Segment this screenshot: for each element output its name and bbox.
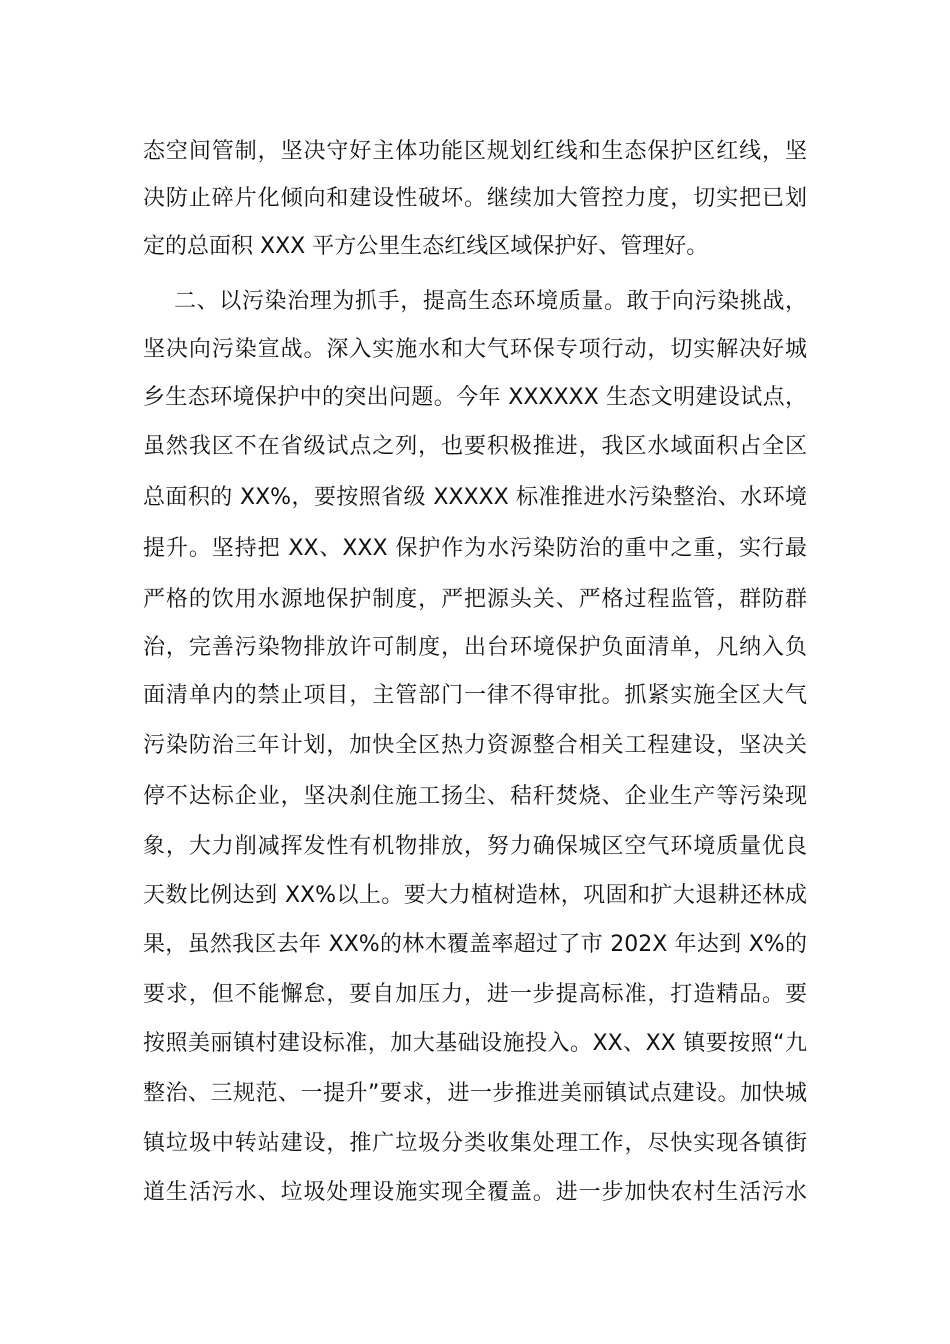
text-line-4: 二、以污染治理为抓手，提高生态环境质量。敢于向污染挑战， [174,289,807,314]
text-line-15: 象，大力削减挥发性有机物排放，努力确保城区空气环境质量优良 [143,834,807,859]
text-line-3: 定的总面积 XXX 平方公里生态红线区域保护好、管理好。 [143,234,709,259]
text-line-22: 道生活污水、垃圾处理设施实现全覆盖。进一步加快农村生活污水 [143,1180,807,1205]
text-line-12: 面清单内的禁止项目，主管部门一律不得审批。抓紧实施全区大气 [143,683,807,708]
text-line-11: 治，完善污染物排放许可制度，出台环境保护负面清单，凡纳入负 [143,635,807,660]
text-line-2: 决防止碎片化倾向和建设性破坏。继续加大管控力度，切实把已划 [143,186,807,211]
text-line-8: 总面积的 XX%，要按照省级 XXXXX 标准推进水污染整治、水环境 [143,485,807,510]
text-line-5: 坚决向污染宣战。深入实施水和大气环保专项行动，切实解决好城 [143,337,807,362]
text-line-1: 态空间管制，坚决守好主体功能区规划红线和生态保护区红线，坚 [143,139,807,164]
text-line-17: 果，虽然我区去年 XX%的林木覆盖率超过了市 202X 年达到 X%的 [143,932,807,957]
text-line-13: 污染防治三年计划，加快全区热力资源整合相关工程建设，坚决关 [143,733,807,758]
text-line-10: 严格的饮用水源地保护制度，严把源头关、严格过程监管，群防群 [143,587,807,612]
text-line-14: 停不达标企业，坚决刹住施工扬尘、秸秆焚烧、企业生产等污染现 [143,784,807,809]
text-line-6: 乡生态环境保护中的突出问题。今年 XXXXXX 生态文明建设试点， [143,385,807,410]
text-line-7: 虽然我区不在省级试点之列，也要积极推进，我区水域面积占全区 [143,434,807,459]
text-line-19: 按照美丽镇村建设标准，加大基础设施投入。XX、XX 镇要按照“九 [143,1031,807,1056]
text-line-16: 天数比例达到 XX%以上。要大力植树造林，巩固和扩大退耕还林成 [143,883,807,908]
text-line-9: 提升。坚持把 XX、XXX 保护作为水污染防治的重中之重，实行最 [143,536,807,561]
text-line-21: 镇垃圾中转站建设，推广垃圾分类收集处理工作，尽快实现各镇街 [143,1131,807,1156]
text-line-18: 要求，但不能懈怠，要自加压力，进一步提高标准，打造精品。要 [143,982,807,1007]
text-line-20: 整治、三规范、一提升”要求，进一步推进美丽镇试点建设。加快城 [143,1081,807,1106]
